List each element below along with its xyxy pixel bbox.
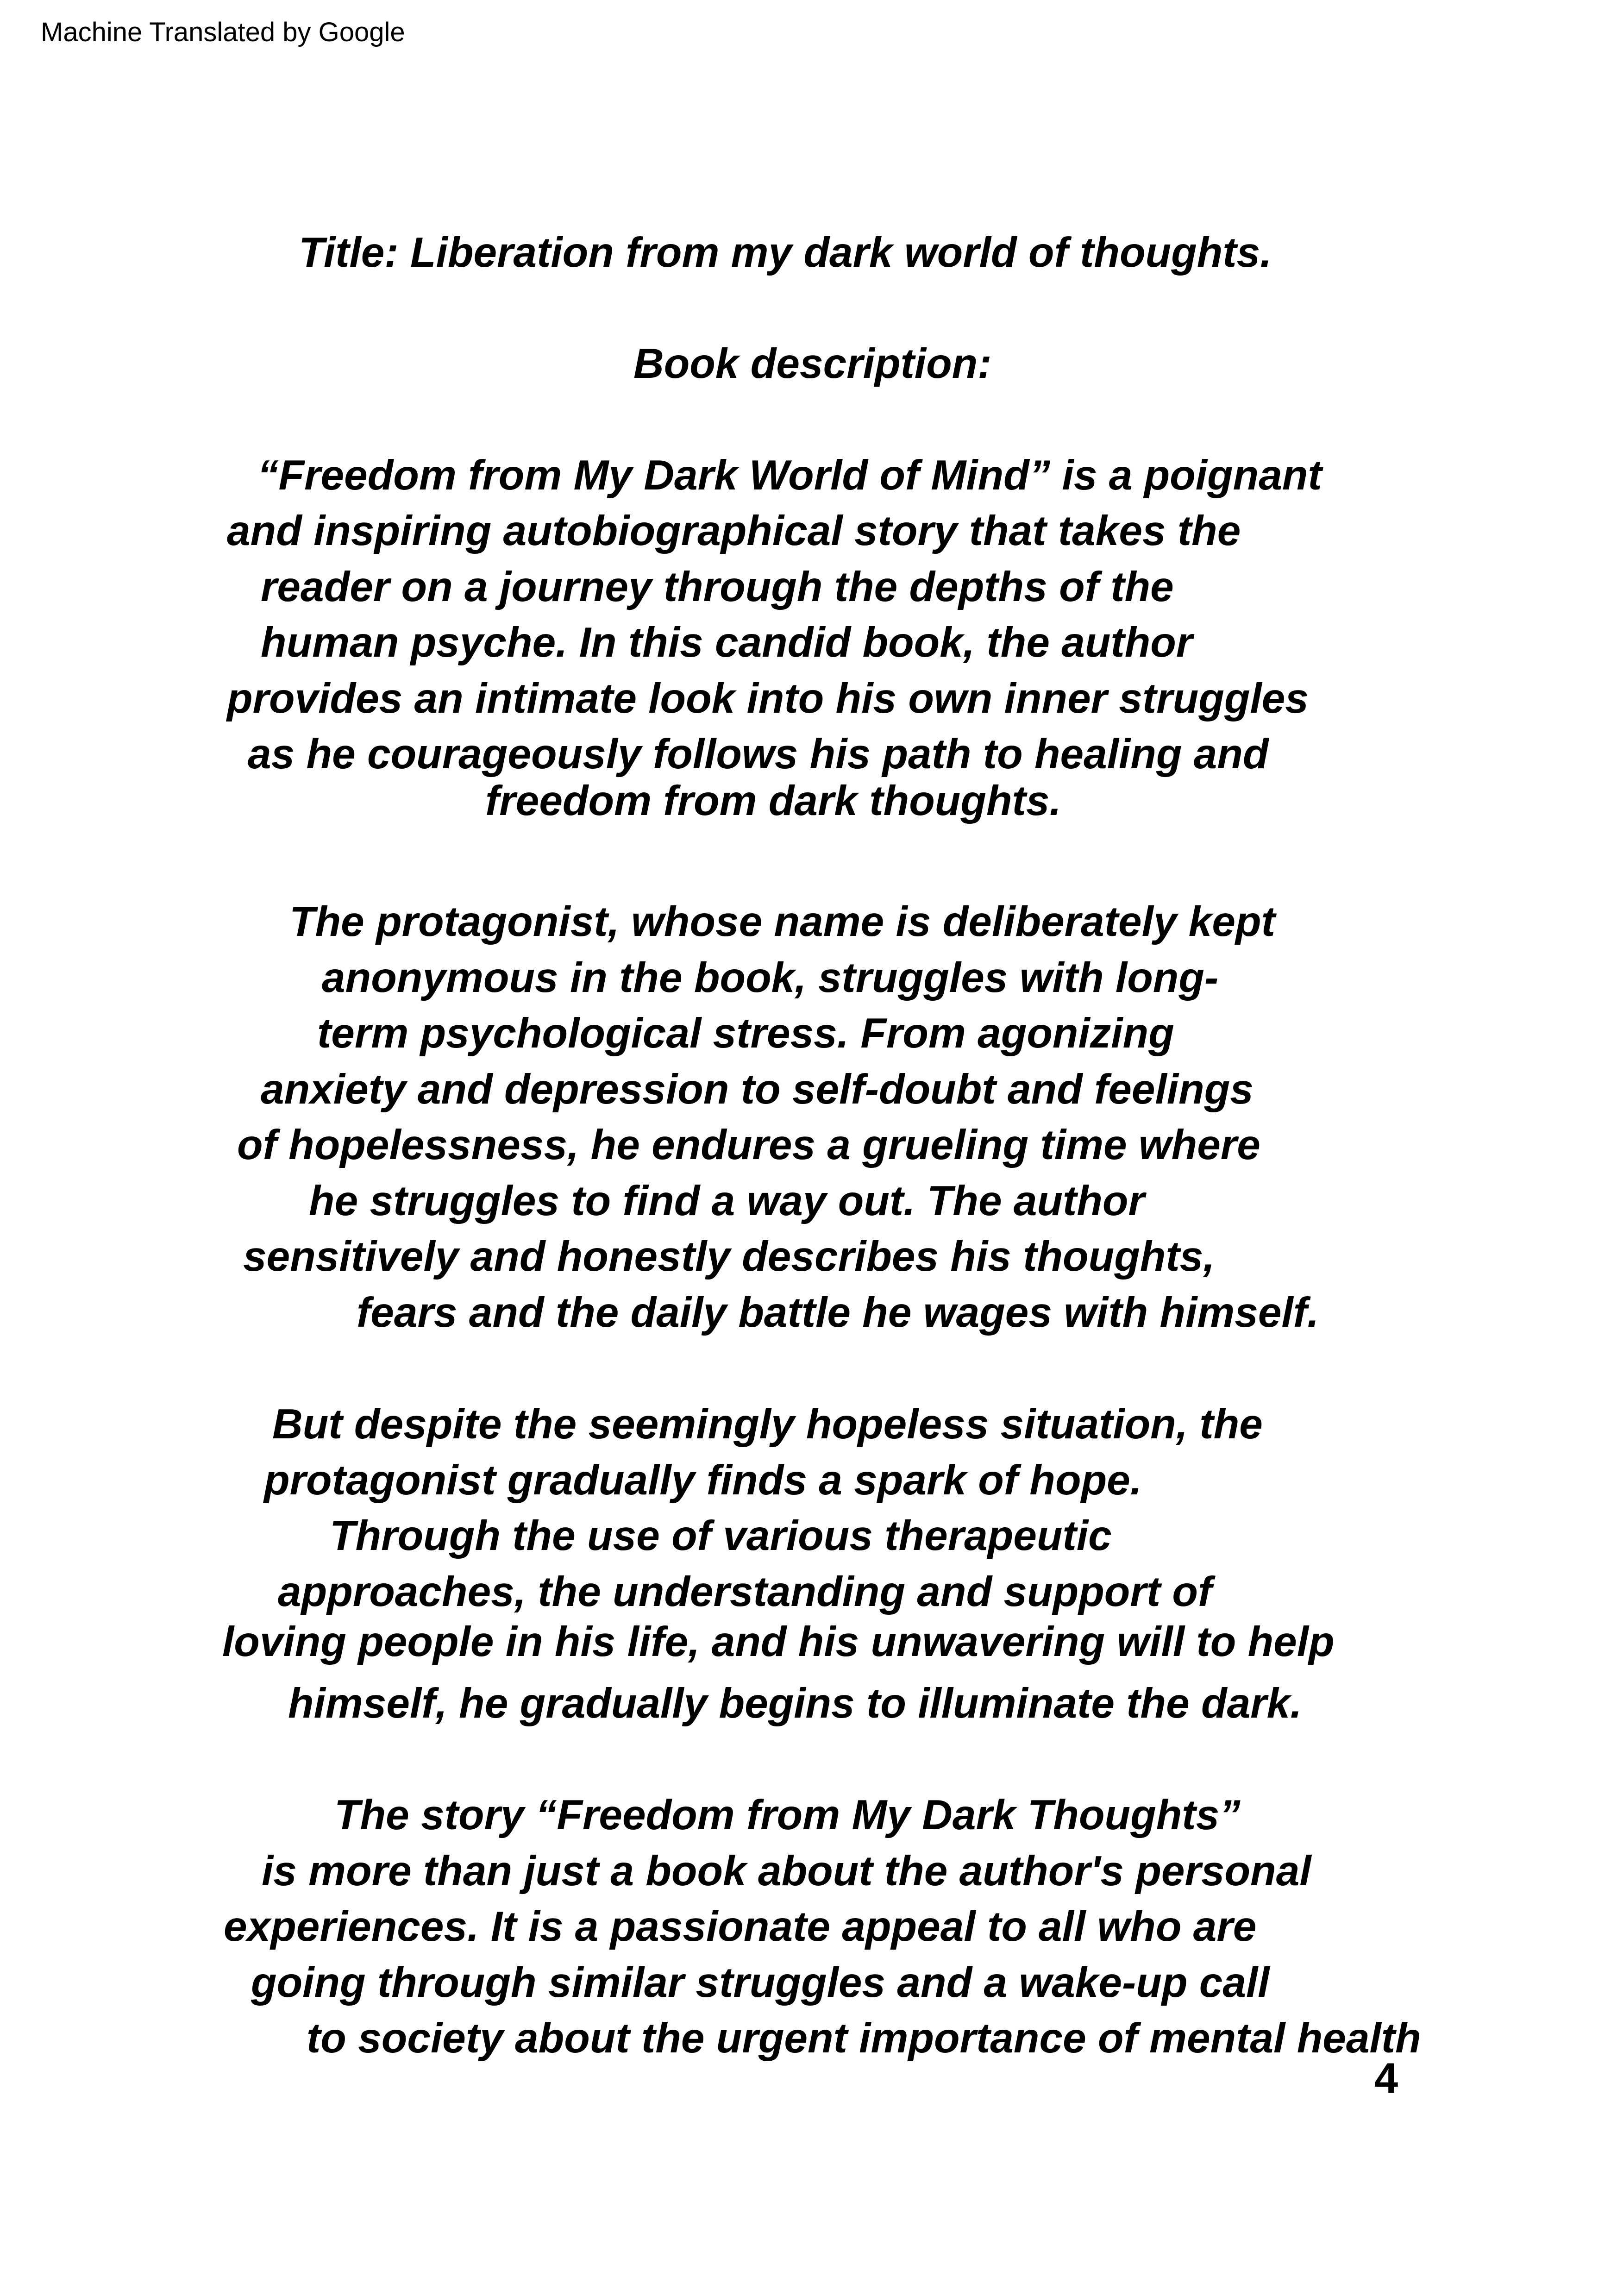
- paragraph-line: The protagonist, whose name is deliberately kept: [289, 898, 1275, 945]
- document-title: Title: Liberation from my dark world of thoughts.: [299, 229, 1272, 276]
- paragraph-line: provides an intimate look into his own inner struggles: [227, 675, 1309, 722]
- paragraph-line: But despite the seemingly hopeless situation, the: [272, 1401, 1263, 1448]
- paragraph-line: of hopelessness, he endures a grueling time where: [237, 1122, 1260, 1168]
- paragraph-line: “Freedom from My Dark World of Mind” is a poignant: [257, 452, 1322, 499]
- paragraph-line: is more than just a book about the author's personal: [262, 1848, 1311, 1895]
- paragraph-line: and inspiring autobiographical story that takes the: [227, 508, 1241, 554]
- paragraph-line: himself, he gradually begins to illuminate the dark.: [288, 1680, 1302, 1727]
- description-heading: Book description:: [633, 340, 992, 387]
- paragraph-line: The story “Freedom from My Dark Thoughts”: [334, 1792, 1241, 1838]
- paragraph-line: reader on a journey through the depths of the: [261, 564, 1174, 610]
- paragraph-line: sensitively and honestly describes his thoughts,: [243, 1233, 1215, 1280]
- paragraph-line: anonymous in the book, struggles with long-: [322, 954, 1219, 1001]
- paragraph-line: experiences. It is a passionate appeal to all who are: [224, 1903, 1257, 1950]
- paragraph-line: fears and the daily battle he wages with himself.: [357, 1289, 1319, 1336]
- paragraph-line: as he courageously follows his path to healing and: [248, 731, 1269, 778]
- paragraph-line: approaches, the understanding and support of: [278, 1568, 1212, 1615]
- paragraph-line: anxiety and depression to self-doubt and feelings: [261, 1066, 1253, 1113]
- machine-translation-note: Machine Translated by Google: [41, 17, 405, 47]
- paragraph-line: loving people in his life, and his unwavering will to help: [222, 1618, 1335, 1665]
- paragraph-line: he struggles to find a way out. The author: [309, 1178, 1145, 1224]
- page-number: 4: [1374, 2055, 1398, 2102]
- paragraph-line: protagonist gradually finds a spark of hope.: [264, 1457, 1142, 1504]
- paragraph-line: Through the use of various therapeutic: [330, 1512, 1112, 1559]
- paragraph-line: human psyche. In this candid book, the author: [261, 619, 1193, 666]
- paragraph-line: to society about the urgent importance of mental health: [307, 2015, 1421, 2062]
- paragraph-line: term psychological stress. From agonizing: [317, 1010, 1174, 1057]
- paragraph-line: going through similar struggles and a wake-up call: [251, 1959, 1270, 2006]
- paragraph-line: freedom from dark thoughts.: [485, 778, 1061, 824]
